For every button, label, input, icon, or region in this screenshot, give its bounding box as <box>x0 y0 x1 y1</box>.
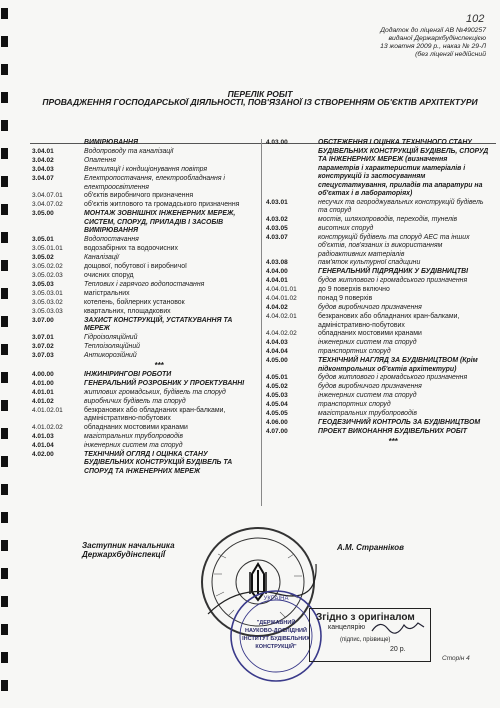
work-item-row <box>32 272 256 281</box>
work-description: інженерних систем та споруд <box>318 339 417 346</box>
work-item-row <box>266 428 490 437</box>
work-description: виробничих будівель та споруд <box>84 397 186 405</box>
work-code: 4.02.00 <box>32 450 54 458</box>
section-separator: *** <box>388 437 398 446</box>
binder-hole <box>1 344 8 355</box>
work-item-row <box>32 352 256 361</box>
work-item-row <box>32 442 256 451</box>
work-item-row <box>32 290 256 299</box>
work-description: ВИМІРЮВАННЯ <box>84 139 139 146</box>
work-item-row <box>266 313 490 330</box>
seal-line-1: "ДЕРЖАВНИЙ <box>256 620 296 626</box>
work-item-row <box>32 334 256 343</box>
document-title: ПЕРЕЛІК РОБІТ <box>227 89 293 99</box>
work-item-row <box>32 148 256 157</box>
work-code: 4.01.00 <box>32 379 54 387</box>
work-code: 4.03.00 <box>266 139 288 146</box>
work-code: 4.05.00 <box>266 357 288 364</box>
work-code: 4.01.01 <box>32 388 54 396</box>
work-code: 3.05.00 <box>32 210 54 217</box>
work-code: 4.05.03 <box>266 392 288 399</box>
binder-hole <box>1 64 8 75</box>
work-description: Опалення <box>84 157 116 164</box>
work-description: квартальних, площадкових <box>84 307 171 315</box>
seal-line-4: КОНСТРУКЦІЙ" <box>255 644 297 650</box>
work-code: 4.04.01.01 <box>266 286 297 293</box>
work-code: 3.05.02 <box>32 253 54 261</box>
work-description: ГЕНЕРАЛЬНИЙ ПІДРЯДНИК У БУДІВНИЦТВІ <box>318 268 469 275</box>
binder-hole <box>1 400 8 411</box>
work-item-row <box>266 286 490 295</box>
work-description: будов виробничого призначення <box>318 383 422 390</box>
work-code: 4.01.02.01 <box>32 406 63 414</box>
work-description: ЗАХИСТ КОНСТРУКЦІЙ, УСТАТКУВАННЯ ТА МЕРЕЖ <box>84 316 233 332</box>
column-divider <box>261 139 262 506</box>
work-description: висотних споруд <box>318 224 374 232</box>
work-item-row <box>32 317 256 334</box>
work-description: будов житлового і громадського призначення <box>318 374 468 381</box>
work-code: 3.05.02.02 <box>32 262 63 270</box>
work-code: 3.05.03.01 <box>32 289 63 297</box>
work-code: 4.03.02 <box>266 215 288 223</box>
work-description: Каналізації <box>84 253 119 261</box>
work-description: будов житлового і громадського призначення <box>318 277 468 284</box>
work-code: 3.07.02 <box>32 342 54 350</box>
work-description: об'єктів житлового та громадського призначення <box>84 201 240 208</box>
work-item-row <box>32 398 256 407</box>
binder-hole <box>1 120 8 131</box>
work-code: 4.04.01.02 <box>266 295 297 302</box>
work-code: 4.04.03 <box>266 339 288 346</box>
signatory-title <box>82 541 175 559</box>
work-description: об'єктів виробничого призначення <box>84 192 194 199</box>
header-line-1: Додаток до ліцензії АВ №490257 <box>380 27 486 34</box>
work-item-row <box>266 295 490 304</box>
signatory-position-line-1: Заступник начальника <box>82 541 175 550</box>
work-item-row <box>32 281 256 290</box>
work-description: Теплоізоляційний <box>84 342 140 350</box>
header-line-3: 13 жовтня 2009 р., наказ № 29-Л <box>380 43 486 50</box>
binder-hole <box>1 372 8 383</box>
binder-hole <box>1 568 8 579</box>
work-code: 3.04.02 <box>32 157 54 164</box>
signatory-name: А.М. Странніков <box>337 543 404 552</box>
work-code: 4.05.02 <box>266 383 288 390</box>
work-code: 3.07.03 <box>32 351 54 359</box>
work-item-row <box>266 374 490 383</box>
binder-hole <box>1 148 8 159</box>
header-line-2: виданої Держархбудінспекцією <box>388 35 486 42</box>
work-description: транспортних споруд <box>318 401 391 408</box>
work-description: пам'яток культурної спадщини <box>318 259 421 266</box>
work-description: Антикорозійний <box>84 351 137 359</box>
work-item-row <box>32 407 256 424</box>
work-code: 4.06.00 <box>266 419 288 426</box>
binder-hole <box>1 484 8 495</box>
header-line-4: (без ліцензії недійсний <box>415 51 486 58</box>
work-description: МОНТАЖ ЗОВНІШНІХ ІНЖЕНЕРНИХ МЕРЕЖ, СИСТЕМ, СПОРУД, ПРИЛАДІВ І ЗАСОБІВ ВИМІРЮВАННЯ <box>84 210 236 234</box>
certified-line-2: канцелярію <box>328 624 366 631</box>
work-code: 4.03.01 <box>266 198 288 206</box>
work-item-row <box>266 216 490 225</box>
work-description: мостів, шляхопроводів, переходів, тунелів <box>318 215 458 223</box>
work-description: інженерних систем та споруд <box>84 441 183 449</box>
work-code: 3.04.03 <box>32 166 54 173</box>
section-separator: *** <box>154 360 164 370</box>
work-description: понад 9 поверхів <box>318 295 373 302</box>
work-item-row <box>32 371 256 380</box>
work-code: 3.07.00 <box>32 316 54 324</box>
work-description: інженерних систем та споруд <box>318 392 417 399</box>
binder-hole <box>1 232 8 243</box>
work-code: 3.04.07.02 <box>32 201 63 208</box>
work-item-row <box>32 380 256 389</box>
work-description: обладнаних мостовими кранами <box>318 330 422 337</box>
binder-hole <box>1 624 8 635</box>
binder-hole <box>1 652 8 663</box>
work-item-row <box>32 451 256 477</box>
binder-hole <box>1 512 8 523</box>
work-description: Вентиляції і кондиціонування повітря <box>84 166 208 173</box>
work-item-row <box>32 201 256 210</box>
work-description: водозабірних та водоочисних <box>84 244 178 252</box>
binder-hole <box>1 36 8 47</box>
work-code: 4.04.02.01 <box>266 313 297 320</box>
work-description: безкранових або обладнаних кран-балками, адміністративно-побутових <box>318 313 460 329</box>
work-item-row <box>266 419 490 428</box>
document-subtitle: ПРОВАДЖЕННЯ ГОСПОДАРСЬКОЇ ДІЯЛЬНОСТІ, ПОВ'ЯЗАНОЇ ІЗ СТВОРЕННЯМ ОБ'ЄКТІВ АРХІТЕКТУРИ <box>42 97 478 107</box>
work-description: магістральних <box>84 289 130 297</box>
work-description: до 9 поверхів включно <box>318 286 390 293</box>
work-code: 4.01.04 <box>32 441 54 449</box>
work-item-row <box>266 199 490 216</box>
binder-holes <box>1 0 10 708</box>
work-code: 3.04.01 <box>32 148 54 155</box>
certified-copy-stamp <box>309 608 431 662</box>
binder-hole <box>1 680 8 691</box>
work-description: житлових громадських, будівель та споруд <box>84 388 226 396</box>
work-item-row <box>266 277 490 286</box>
work-item-row <box>266 259 490 268</box>
work-item-row <box>32 424 256 433</box>
work-description: обладнаних мостовими кранами <box>84 423 188 431</box>
work-item-row <box>32 389 256 398</box>
work-description: магістральних трубопроводів <box>84 432 183 440</box>
work-description: несучих та огороджувальних конструкцій будівель та споруд <box>318 198 484 214</box>
work-code: 3.05.03 <box>32 280 54 288</box>
work-description: Водопостачання <box>84 235 139 243</box>
page-number: 102 <box>466 13 485 25</box>
binder-hole <box>1 596 8 607</box>
work-description: очисних споруд <box>84 271 134 279</box>
work-item-row <box>266 268 490 277</box>
work-item-row <box>266 348 490 357</box>
work-description: Гідроізоляційний <box>84 333 138 341</box>
work-description: ТЕХНІЧНИЙ ОГЛЯД І ОЦІНКА СТАНУ БУДІВЕЛЬНИХ КОНСТРУКЦІЙ БУДІВЕЛЬ ТА СПОРУД ТА ІНЖЕНЕРНИХ МЕРЕЖ <box>84 450 233 475</box>
work-item-row <box>32 361 256 371</box>
left-column <box>32 139 256 476</box>
binder-hole <box>1 176 8 187</box>
work-code: 4.04.02.02 <box>266 330 297 337</box>
work-description: ПРОЕКТ ВИКОНАННЯ БУДІВЕЛЬНИХ РОБІТ <box>318 428 467 435</box>
work-item-row <box>266 225 490 234</box>
work-item-row <box>32 299 256 308</box>
work-code: 3.05.03.03 <box>32 307 63 315</box>
work-item-row <box>32 433 256 442</box>
work-code: 3.04.07.01 <box>32 192 63 199</box>
work-item-row <box>32 210 256 236</box>
binder-hole <box>1 428 8 439</box>
work-code: 4.04.02 <box>266 304 288 311</box>
work-code: 4.05.05 <box>266 410 288 417</box>
work-description: ТЕХНІЧНИЙ НАГЛЯД ЗА БУДІВНИЦТВОМ (Крім підконтрольних об'єктів архітектури) <box>318 357 478 373</box>
work-item-row <box>32 343 256 352</box>
work-code: 4.05.01 <box>266 374 288 381</box>
work-code: 4.07.00 <box>266 428 288 435</box>
work-item-row <box>32 245 256 254</box>
work-code: 3.05.03.02 <box>32 298 63 306</box>
work-item-row <box>266 392 490 401</box>
work-item-row <box>32 254 256 263</box>
binder-hole <box>1 316 8 327</box>
work-description: ГЕНЕРАЛЬНИЙ РОЗРОБНИК У ПРОЕКТУВАННІ <box>84 379 245 387</box>
work-code: 4.01.02.02 <box>32 423 63 431</box>
work-description: Теплових і гарячого водопостачання <box>84 280 205 288</box>
work-item-row <box>32 166 256 175</box>
certified-line-1: Згідно з оригіналом <box>316 612 415 623</box>
work-item-row <box>32 192 256 201</box>
work-description: будов виробничого призначення <box>318 304 422 311</box>
work-code: 4.04.04 <box>266 348 288 355</box>
work-code: 4.03.05 <box>266 224 288 232</box>
certified-line-3: (підпис, прізвище) <box>340 637 391 643</box>
binder-hole <box>1 8 8 19</box>
work-item-row <box>32 263 256 272</box>
work-description: Електропостачання, електрообладнання і електроосвітлення <box>84 175 225 191</box>
work-item-row <box>266 357 490 374</box>
signatory-position-line-2: ДержархбудінспекціЇ <box>82 550 166 559</box>
certified-line-4: 20 р. <box>390 646 406 653</box>
binder-hole <box>1 288 8 299</box>
sheet-count: Сторін 4 <box>442 655 470 662</box>
work-code: 4.01.02 <box>32 397 54 405</box>
work-item-row <box>32 139 256 148</box>
work-description: конструкцій будівель та споруд АЕС та інших об'єктів, пов'язаних із використанням радіоактивних матеріалів <box>318 233 470 258</box>
work-code: 3.07.01 <box>32 333 54 341</box>
work-description: ОБСТЕЖЕННЯ І ОЦІНКА ТЕХНІЧНОГО СТАНУ БУДІВЕЛЬНИХ КОНСТРУКЦІЙ БУДІВЕЛЬ, СПОРУД ТА ІНЖЕНЕРНИХ МЕРЕЖ (визначення параметрів і характеристик матеріалів і конструкцій із застосуванням спецустаткування, приладів та апаратури на об'єктах і в лабораторіях) <box>318 139 489 197</box>
work-code: 3.05.01 <box>32 235 54 243</box>
binder-hole <box>1 456 8 467</box>
work-code: 4.05.04 <box>266 401 288 408</box>
work-item-row <box>266 339 490 348</box>
binder-hole <box>1 204 8 215</box>
work-item-row <box>266 383 490 392</box>
work-item-row <box>32 308 256 317</box>
work-description: магістральних трубопроводів <box>318 410 417 417</box>
seal-line-2: НАУКОВО-ДОСЛІДНИЙ <box>245 628 307 634</box>
work-description: ГЕОДЕЗИЧНИЙ КОНТРОЛЬ ЗА БУДІВНИЦТВОМ <box>318 419 481 426</box>
work-item-row <box>266 410 490 419</box>
license-header <box>306 27 486 59</box>
work-code: 4.04.00 <box>266 268 288 275</box>
work-item-row <box>266 234 490 260</box>
work-item-row <box>32 175 256 192</box>
work-description: Водопроводу та каналізації <box>84 148 174 155</box>
work-description: котелень, бойлерних установок <box>84 298 185 306</box>
work-code: 3.05.01.01 <box>32 244 63 252</box>
work-description: ІНЖИНІРИНГОВІ РОБОТИ <box>84 370 172 378</box>
binder-hole <box>1 260 8 271</box>
work-item-row <box>266 330 490 339</box>
seal-ring-text: УКРАЇНА <box>263 596 289 602</box>
work-description: безкранових або обладнаних кран-балками, адміністративно-побутових <box>84 406 226 422</box>
work-item-row <box>266 139 490 199</box>
work-code: 4.01.03 <box>32 432 54 440</box>
work-item-row <box>266 401 490 410</box>
work-description: транспортних споруд <box>318 348 391 355</box>
handwritten-signature <box>370 617 426 637</box>
work-item-row <box>32 157 256 166</box>
binder-hole <box>1 92 8 103</box>
binder-hole <box>1 540 8 551</box>
work-description: дощової, побутової і виробничої <box>84 262 187 270</box>
work-code: 3.04.07 <box>32 175 54 182</box>
work-code: 3.05.02.03 <box>32 271 63 279</box>
work-code: 4.03.07 <box>266 233 288 241</box>
work-code: 4.00.00 <box>32 370 54 378</box>
work-item-row <box>266 304 490 313</box>
work-code: 4.03.08 <box>266 259 288 266</box>
work-code: 4.04.01 <box>266 277 288 284</box>
seal-line-3: ІНСТИТУТ БУДІВЕЛЬНИХ <box>242 636 310 642</box>
work-item-row <box>32 236 256 245</box>
right-column <box>266 139 490 447</box>
work-item-row <box>266 437 490 447</box>
